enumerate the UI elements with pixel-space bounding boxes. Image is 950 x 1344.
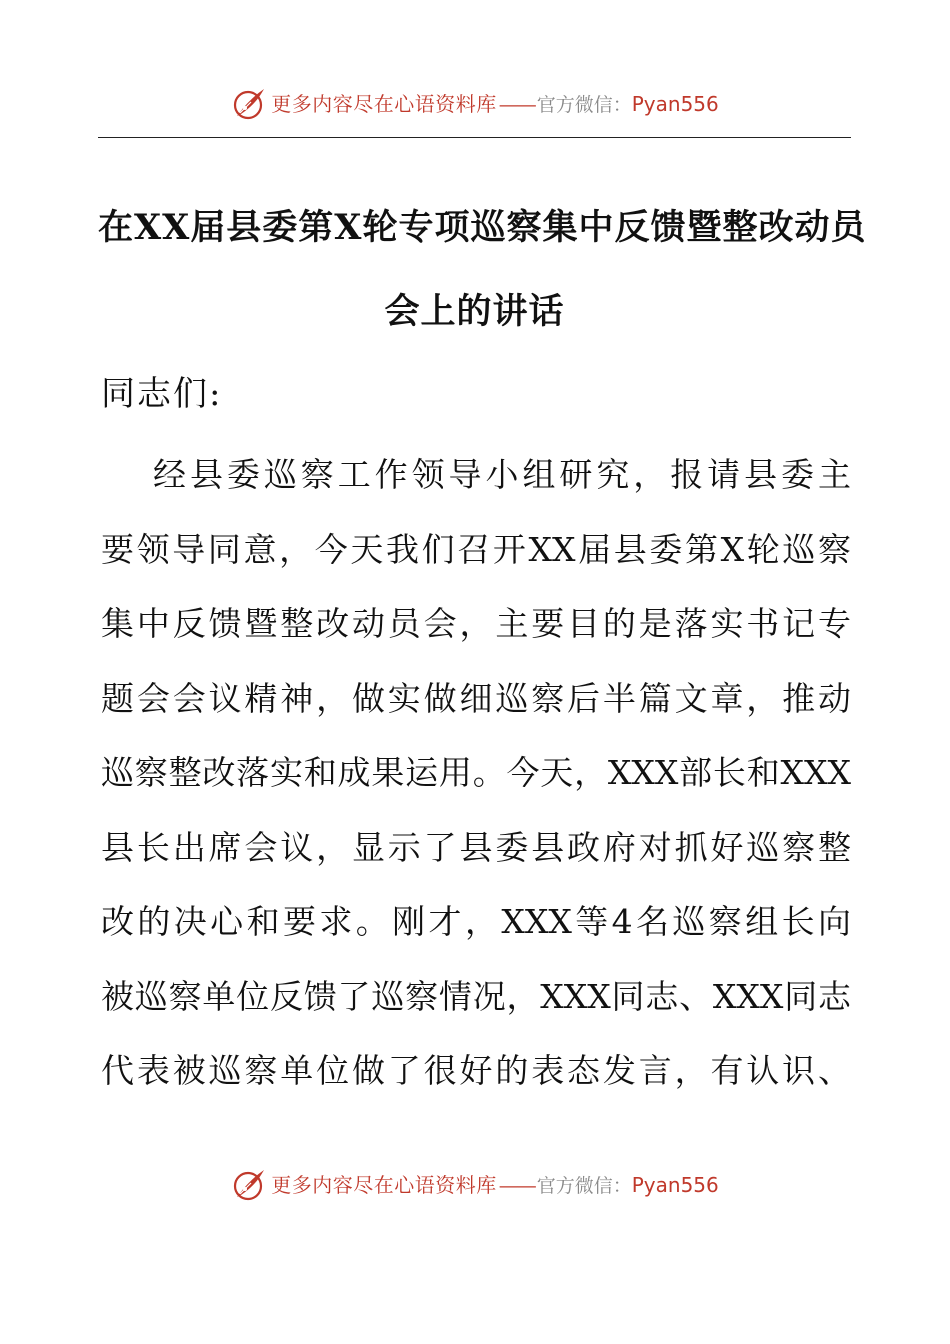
paragraph-line: 被巡察单位反馈了巡察情况，XXX同志、XXX同志 xyxy=(101,976,851,1016)
watermark-text xyxy=(271,1172,719,1197)
footer-watermark-banner xyxy=(0,1163,950,1207)
watermark-wechat-label: 官方微信： xyxy=(536,93,632,116)
title-line-1: 在XX届县委第X轮专项巡察集中反馈暨整改动员 xyxy=(98,207,867,248)
watermark-dash: —— xyxy=(498,1172,535,1197)
watermark-handle: Pyan556 xyxy=(631,91,719,116)
watermark-handle: Pyan556 xyxy=(631,1172,719,1197)
watermark-text xyxy=(271,91,719,116)
paragraph-line: 改的决心和要求。刚才，XXX等4名巡察组长向 xyxy=(101,902,851,941)
paragraph-line: 题会会议精神，做实做细巡察后半篇文章，推动 xyxy=(101,678,851,718)
quill-pen-logo-icon xyxy=(231,1167,267,1203)
watermark-promo: 更多内容尽在心语资料库 xyxy=(271,91,497,116)
quill-pen-logo-icon xyxy=(231,86,267,122)
watermark-promo: 更多内容尽在心语资料库 xyxy=(271,1172,497,1197)
paragraph-line: 要领导同意，今天我们召开XX届县委第X轮巡察 xyxy=(101,529,851,569)
paragraph-line: 巡察整改落实和成果运用。今天，XXX部长和XXX xyxy=(101,753,851,792)
title-line-2: 会上的讲话 xyxy=(384,291,565,332)
paragraph-line: 代表被巡察单位做了很好的表态发言，有认识、 xyxy=(101,1051,851,1090)
paragraph-line: 县长出席会议，显示了县委县政府对抓好巡察整 xyxy=(101,827,851,867)
salutation: 同志们: xyxy=(101,374,223,414)
paragraph-line: 集中反馈暨整改动员会，主要目的是落实书记专 xyxy=(101,604,851,643)
document-title xyxy=(98,186,867,354)
watermark-dash: —— xyxy=(498,91,535,116)
paragraph-line: 经县委巡察工作领导小组研究，报请县委主 xyxy=(153,455,851,494)
header-divider xyxy=(98,137,851,138)
watermark-wechat-label: 官方微信： xyxy=(536,1174,632,1197)
body-paragraph xyxy=(101,438,851,1109)
header-watermark-banner xyxy=(0,82,950,126)
